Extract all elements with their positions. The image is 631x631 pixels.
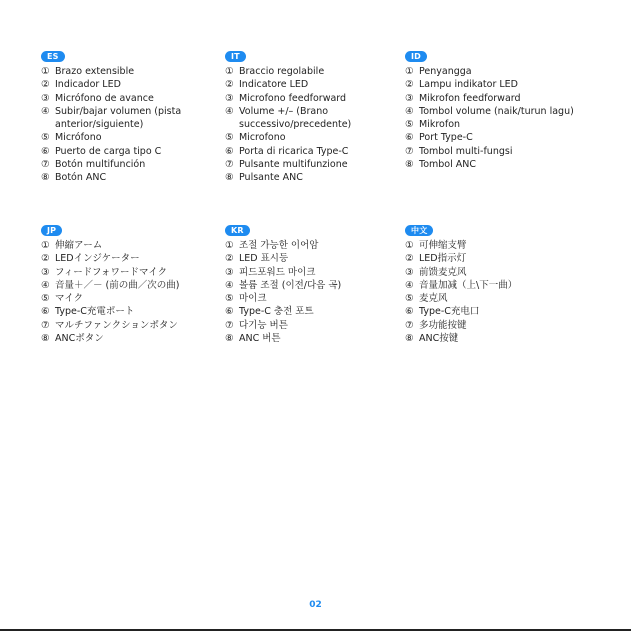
section-jp [41, 218, 216, 345]
list-item: ⑥ Type-C 충전 포트 [225, 306, 314, 318]
list-item: ⑦ 多功能按键 [405, 319, 467, 331]
list-item: ⑦ マルチファンクションボタン [41, 319, 178, 331]
list-item: ① 伸縮アーム [41, 240, 103, 251]
list-item: ⑧ Tombol ANC [405, 159, 476, 171]
part-list [41, 65, 216, 185]
list-item: ⑤ Mikrofon [405, 119, 461, 131]
list-item: ① Braccio regolabile [225, 66, 325, 77]
page-number: 02 [309, 600, 322, 610]
list-item: ⑥ Type-C充电口 [405, 306, 480, 318]
list-item: ⑦ Pulsante multifunzione [225, 159, 348, 171]
list-item: ④ 音量＋／－ (前の曲／次の曲) [41, 279, 180, 291]
list-item: ⑥ Puerto de carga tipo C [41, 145, 162, 157]
list-item: ③ フィードフォワードマイク [41, 266, 168, 278]
list-item: ④ Volume +/– (Brano successivo/precedente) [225, 105, 352, 131]
list-item: ③ Mikrofon feedforward [405, 92, 521, 104]
list-item: ① 可伸缩支臂 [405, 240, 467, 251]
list-item: ⑧ Pulsante ANC [225, 172, 303, 184]
section-zh [405, 218, 580, 345]
list-item: ② Indicador LED [41, 79, 121, 91]
list-item: ⑤ 마이크 [225, 293, 267, 305]
list-item: ② LED指示灯 [405, 253, 467, 265]
list-item: ① Brazo extensible [41, 66, 135, 77]
list-item: ⑥ Port Type-C [405, 132, 473, 144]
list-item: ③ 피드포워드 마이크 [225, 266, 316, 278]
list-item: ② LED 표시등 [225, 253, 289, 265]
list-item: ⑤ マイク [41, 293, 84, 305]
language-badge: IT [225, 51, 246, 62]
list-item: ④ 볼륨 조절 (이전/다음 곡) [225, 279, 342, 291]
language-badge: JP [41, 225, 62, 236]
list-item: ④ 音量加减（上\下一曲） [405, 279, 518, 291]
part-list [225, 239, 400, 345]
list-item: ⑧ ANC按键 [405, 333, 459, 345]
list-item: ⑤ Microfono [225, 132, 286, 144]
list-item: ⑦ Botón multifunción [41, 159, 146, 171]
list-item: ③ Micrófono de avance [41, 92, 154, 104]
language-badge: KR [225, 225, 250, 236]
list-item: ⑥ Porta di ricarica Type-C [225, 145, 349, 157]
part-list [41, 239, 216, 345]
section-kr [225, 218, 400, 345]
list-item: ⑤ 麦克风 [405, 293, 448, 305]
list-item: ⑧ Botón ANC [41, 172, 107, 184]
list-item: ④ Subir/bajar volumen (pista anterior/siguiente) [41, 105, 182, 131]
language-badge: ES [41, 51, 65, 62]
list-item: ② Indicatore LED [225, 79, 309, 91]
list-item: ② Lampu indikator LED [405, 79, 518, 91]
list-item: ⑤ Micrófono [41, 132, 102, 144]
section-es [41, 44, 216, 185]
list-item: ⑥ Type-C充電ポート [41, 306, 135, 318]
part-list [405, 239, 580, 345]
list-item: ① 조절 가능한 이어암 [225, 240, 319, 251]
list-item: ① Penyangga [405, 66, 472, 77]
list-item: ⑦ Tombol multi-fungsi [405, 145, 513, 157]
list-item: ⑧ ANCボタン [41, 333, 104, 345]
section-it [225, 44, 400, 185]
part-list [405, 65, 605, 171]
list-item: ② LEDインジケーター [41, 253, 140, 265]
language-badge: 中文 [405, 225, 433, 236]
list-item: ⑦ 다기능 버튼 [225, 319, 288, 331]
section-id [405, 44, 605, 171]
part-list [225, 65, 400, 185]
language-badge: ID [405, 51, 427, 62]
list-item: ③ Microfono feedforward [225, 92, 347, 104]
list-item: ③ 前馈麦克风 [405, 266, 467, 278]
list-item: ⑧ ANC 버튼 [225, 333, 281, 345]
list-item: ④ Tombol volume (naik/turun lagu) [405, 105, 574, 117]
